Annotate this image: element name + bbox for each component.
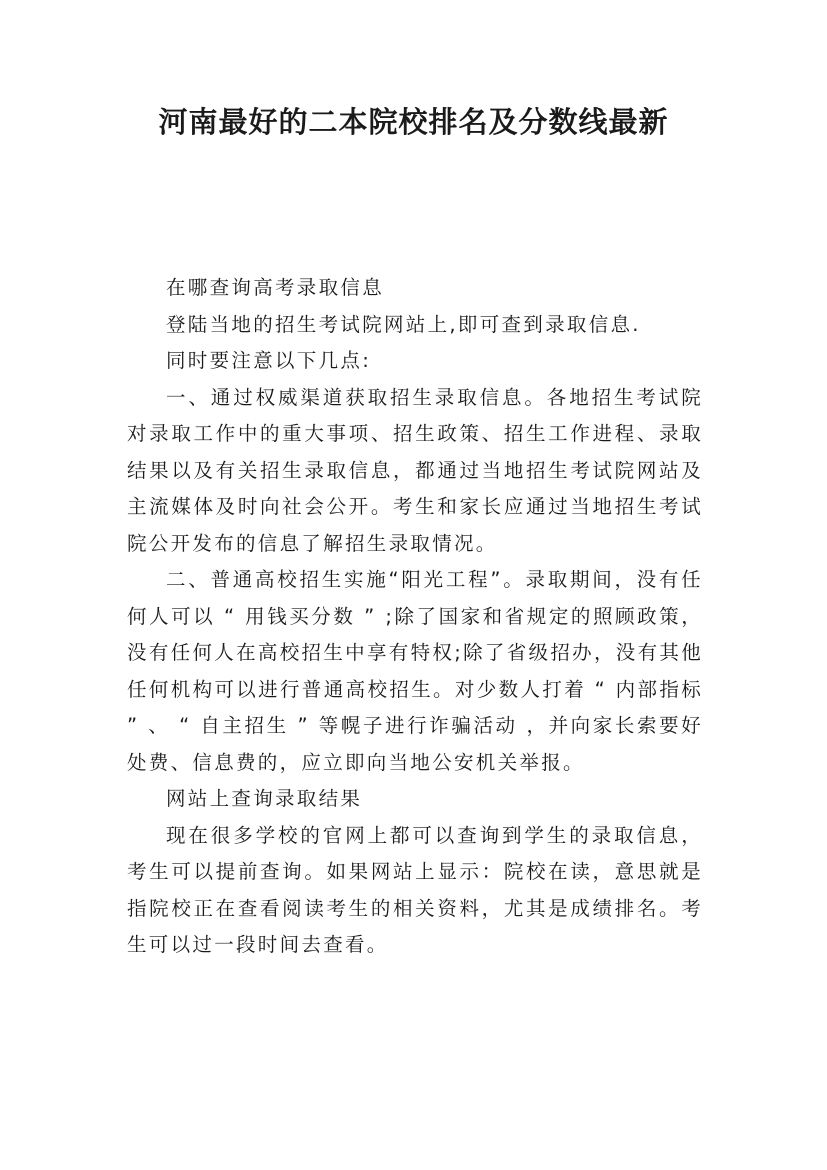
document-body (127, 270, 703, 964)
paragraph-login-site: 登陆当地的招生考试院网站上,即可查到录取信息. (166, 312, 641, 336)
paragraph-point-two: 二、普通高校招生实施“阳光工程”。录取期间，没有任何人可以 “ 用钱买分数 ” ;除了国家和省规定的照顾政策，没有任何人在高校招生中享有特权;除了省级招办，没有其他任何机构可以进行普通高校招生。对少数人打着 “ 内部指标 ” 、 “ 自主招生 ” 等幌子进行诈骗活动 ，并向家长索要好处费、信息费的，应立即向当地公安机关举报。 (127, 568, 703, 774)
paragraph-notes-intro: 同时要注意以下几点: (166, 349, 372, 372)
paragraph-online-results-heading: 网站上查询录取结果 (166, 787, 363, 810)
document-title: 河南最好的二本院校排名及分数线最新 (158, 105, 669, 139)
paragraph-online-results: 现在很多学校的官网上都可以查询到学生的录取信息，考生可以提前查询。如果网站上显示：院校在读，意思就是指院校正在查看阅读考生的相关资料，尤其是成绩排名。考生可以过一段时间去查看。 (127, 823, 703, 956)
paragraph-point-one: 一、通过权威渠道获取招生录取信息。各地招生考试院对录取工作中的重大事项、招生政策、招生工作进程、录取结果以及有关招生录取信息，都通过当地招生考试院网站及主流媒体及时向社会公开。考生和家长应通过当地招生考试院公开发布的信息了解招生录取情况。 (127, 385, 703, 555)
paragraph-query-heading: 在哪查询高考录取信息 (166, 276, 385, 299)
